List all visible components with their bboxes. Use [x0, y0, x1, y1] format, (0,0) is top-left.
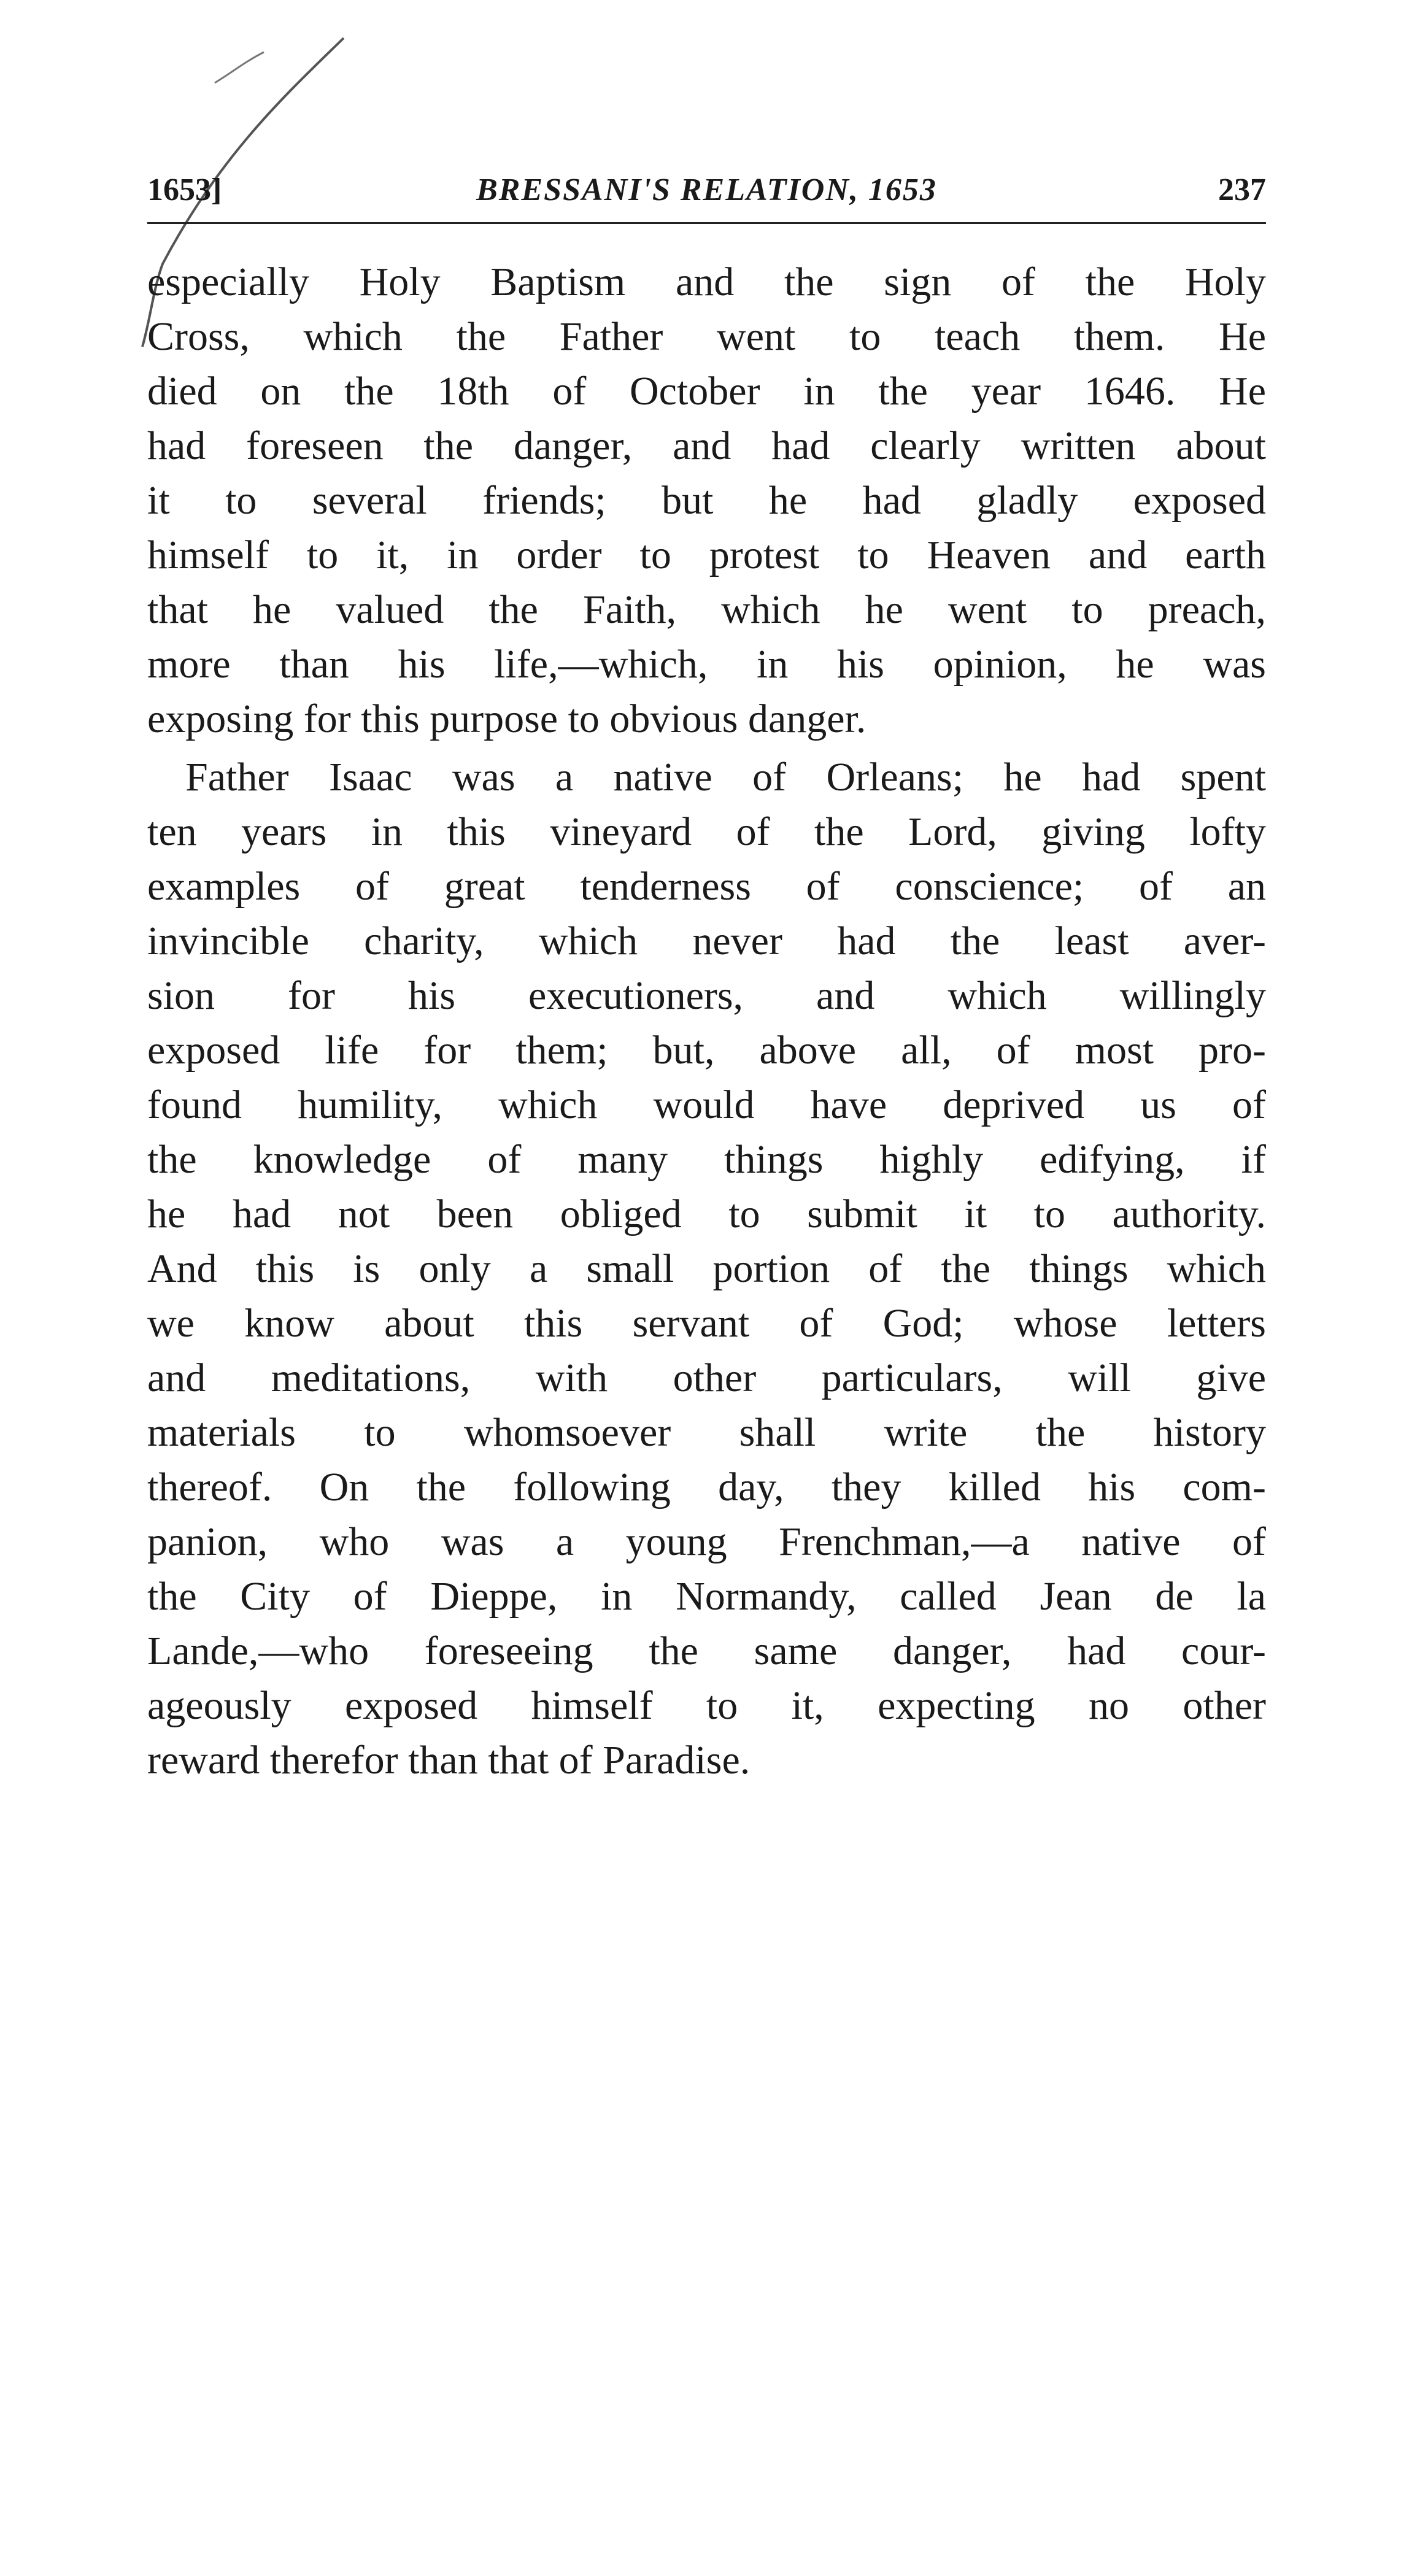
text-line: And this is only a small portion of the things which: [147, 1246, 1266, 1291]
text-line: Lande,—who foreseeing the same danger, had cour-: [147, 1629, 1266, 1673]
text-line: more than his life,—which, in his opinion, he was: [147, 642, 1266, 687]
text-line: ten years in this vineyard of the Lord, giving lofty: [147, 809, 1266, 854]
text-line: examples of great tenderness of conscience; of an: [147, 864, 1266, 909]
text-line: Cross, which the Father went to teach them. He: [147, 314, 1266, 359]
text-line: thereof. On the following day, they killed his com-: [147, 1465, 1266, 1510]
page-number: 237: [1218, 172, 1266, 207]
text-line: himself to it, in order to protest to Heaven and earth: [147, 533, 1266, 577]
text-line: Father Isaac was a native of Orleans; he had spent: [185, 755, 1266, 800]
text-line: he had not been obliged to submit it to authority.: [147, 1192, 1266, 1236]
text-line: and meditations, with other particulars, will give: [147, 1355, 1266, 1400]
text-line: ageously exposed himself to it, expecting no other: [147, 1683, 1266, 1728]
text-line: died on the 18th of October in the year 1646. He: [147, 369, 1266, 414]
paragraph-2: [147, 750, 1266, 1787]
text-line: panion, who was a young Frenchman,—a native of: [147, 1519, 1266, 1564]
text-line: it to several friends; but he had gladly exposed: [147, 478, 1266, 523]
text-line: we know about this servant of God; whose letters: [147, 1301, 1266, 1346]
header-year: 1653]: [147, 172, 222, 207]
text-line: exposed life for them; but, above all, of most pro-: [147, 1028, 1266, 1073]
text-line: the knowledge of many things highly edifying, if: [147, 1137, 1266, 1182]
header-title: BRESSANI'S RELATION, 1653: [476, 172, 937, 207]
text-line: materials to whomsoever shall write the history: [147, 1410, 1266, 1455]
text-line: that he valued the Faith, which he went to preach,: [147, 587, 1266, 632]
text-line: the City of Dieppe, in Normandy, called Jean de la: [147, 1574, 1266, 1619]
text-line: especially Holy Baptism and the sign of the Holy: [147, 260, 1266, 304]
text-line: reward therefor than that of Paradise.: [147, 1738, 751, 1783]
running-head: [147, 166, 1266, 215]
text-line: had foreseen the danger, and had clearly written about: [147, 423, 1266, 468]
header-rule: [147, 222, 1266, 224]
body-text: [147, 255, 1266, 1787]
text-line: found humility, which would have deprived us of: [147, 1082, 1266, 1127]
text-line: invincible charity, which never had the least aver-: [147, 919, 1266, 963]
paragraph-1: [147, 255, 1266, 746]
text-line: sion for his executioners, and which willingly: [147, 973, 1266, 1018]
text-line: exposing for this purpose to obvious danger.: [147, 696, 866, 741]
